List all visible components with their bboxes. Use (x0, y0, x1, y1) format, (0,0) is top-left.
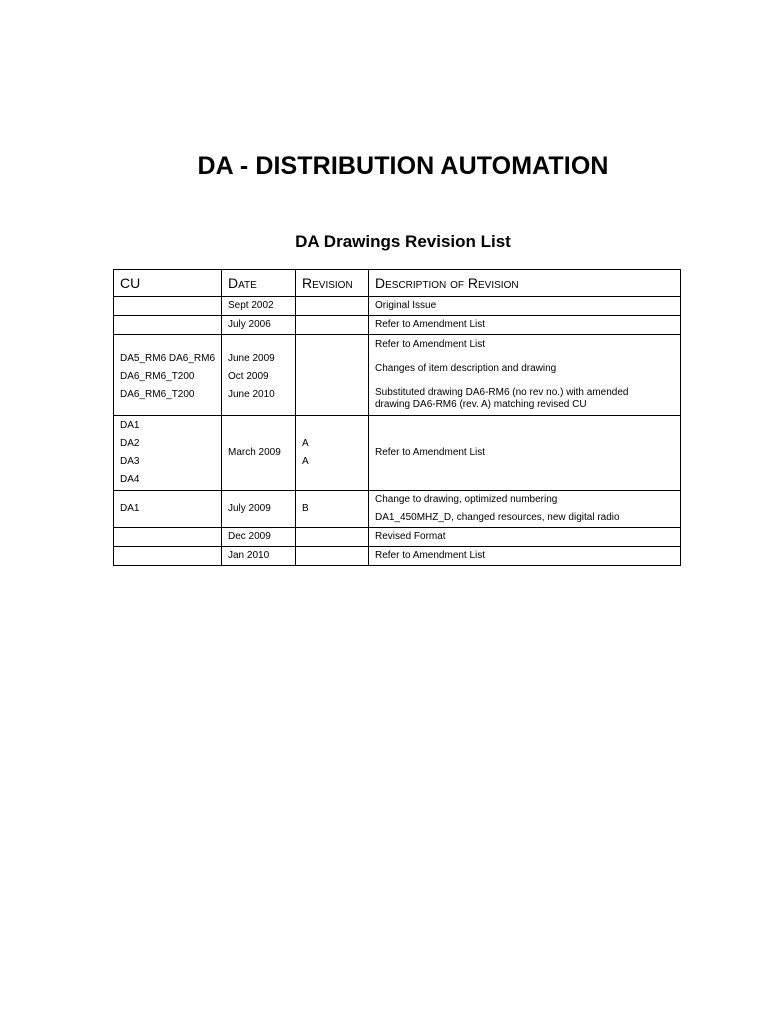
cu-line: DA3 (120, 456, 140, 467)
table-row (114, 297, 681, 316)
description-line: Change to drawing, optimized numbering (375, 494, 558, 505)
cell-date: Dec 2009 (222, 528, 296, 547)
cell-description: Original Issue (369, 297, 681, 316)
cell-cu (114, 528, 222, 547)
revision-line: A (302, 438, 309, 449)
cell-description (369, 335, 681, 416)
cell-date (222, 335, 296, 416)
date-line: June 2009 (228, 353, 275, 364)
table-subtitle: DA Drawings Revision List (295, 232, 511, 251)
cell-revision (296, 335, 369, 416)
cell-description: Refer to Amendment List (369, 316, 681, 335)
date-line: Oct 2009 (228, 371, 269, 382)
cell-date: July 2006 (222, 316, 296, 335)
description-line: Substituted drawing DA6-RM6 (no rev no.) with amended drawing DA6-RM6 (rev. A) matching revised CU (375, 387, 629, 410)
table-row (114, 335, 681, 416)
table-row (114, 491, 681, 528)
header-description: Description of Revision (369, 270, 681, 297)
cell-description: Refer to Amendment List (369, 547, 681, 566)
cell-revision (296, 416, 369, 491)
cell-date: March 2009 (222, 416, 296, 491)
cell-date: Jan 2010 (222, 547, 296, 566)
cell-revision: B (296, 491, 369, 528)
table-header-row (114, 270, 681, 297)
cell-cu: DA1 (114, 491, 222, 528)
cu-line: DA4 (120, 474, 140, 485)
revision-table (113, 269, 681, 566)
table-row (114, 528, 681, 547)
table-row (114, 547, 681, 566)
cell-date: Sept 2002 (222, 297, 296, 316)
cell-cu (114, 297, 222, 316)
cu-line: DA5_RM6 DA6_RM6 (120, 353, 216, 364)
table-row (114, 316, 681, 335)
header-revision: Revision (296, 270, 369, 297)
date-line: June 2010 (228, 389, 275, 400)
cell-revision (296, 528, 369, 547)
description-line: Refer to Amendment List (375, 339, 486, 350)
cu-line: DA1 (120, 420, 140, 431)
cell-description: Refer to Amendment List (369, 416, 681, 491)
page-title: DA - DISTRIBUTION AUTOMATION (197, 152, 609, 180)
table-row (114, 416, 681, 491)
cell-revision (296, 316, 369, 335)
header-date: Date (222, 270, 296, 297)
description-line: Changes of item description and drawing (375, 363, 557, 374)
cell-cu (114, 416, 222, 491)
cu-line: DA6_RM6_T200 (120, 389, 195, 400)
cell-description (369, 491, 681, 528)
cell-description: Revised Format (369, 528, 681, 547)
cu-line: DA6_RM6_T200 (120, 371, 195, 382)
cell-revision (296, 547, 369, 566)
description-line: DA1_450MHZ_D, changed resources, new digital radio (375, 512, 620, 523)
cell-cu (114, 335, 222, 416)
cell-cu (114, 316, 222, 335)
revision-line: A (302, 456, 309, 467)
cell-revision (296, 297, 369, 316)
cell-cu (114, 547, 222, 566)
cu-line: DA2 (120, 438, 140, 449)
header-cu: CU (114, 270, 222, 297)
cell-date: July 2009 (222, 491, 296, 528)
